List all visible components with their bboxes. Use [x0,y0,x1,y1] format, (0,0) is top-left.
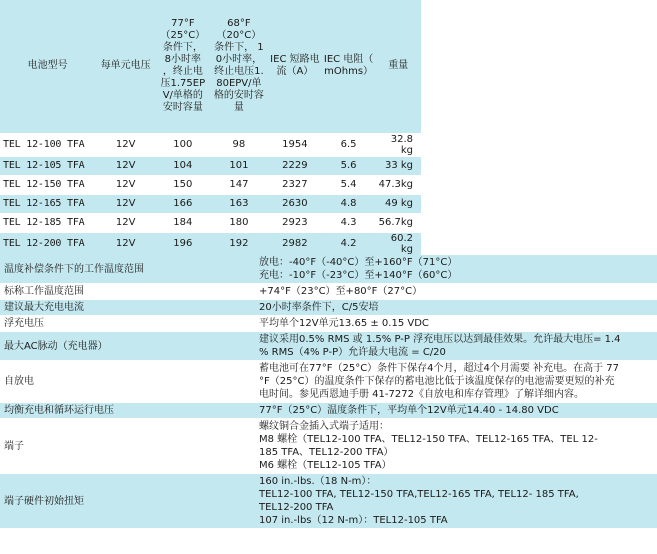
property-value-line: 185 TFA、TEL12-200 TFA） [259,447,394,458]
cell-capacity-77f: 196 [156,232,210,255]
property-label: 标称工作温度范围 [0,284,255,300]
spec-header-row [0,0,421,133]
property-value-line: 107 in.-lbs（12 N-m）：TEL12-105 TFA [259,515,448,526]
header-weight: 重量 [376,0,421,133]
cell-capacity-68f: 101 [210,156,269,175]
cell-voltage: 12V [95,156,156,175]
property-value-line: 放电：-40°F（-40°C）至+160°F（71°C） [259,257,458,268]
header-line: V/单格的 [162,90,203,102]
header-line: IEC 短路电 [270,54,320,66]
property-value [255,300,657,316]
property-value-line: 77°F（25°C）温度条件下，平均单个12V单元14.40 - 14.80 VDC [259,405,559,416]
header-line: 68°F [227,18,251,30]
property-value [255,361,657,403]
header-line: 77°F [171,18,195,30]
property-value-line: 电时间。参见西恩迪手册 41-7272《自放电和库存管理》了解详细内容。 [259,389,584,400]
header-line: mOhms） [324,66,374,78]
property-value-line: °F（25°C）的温度条件下保存的蓄电池比低于该温度保存的电池需要更短的补充 [259,376,615,387]
property-label: 均衡充电和循环运行电压 [0,403,255,419]
property-row [0,255,657,284]
property-value-line: M6 螺栓（TEL12-105 TFA） [259,460,392,471]
cell-resistance: 4.8 [322,194,376,213]
property-value-line: 160 in.-lbs.（18 N-m）： [259,476,377,487]
cell-voltage: 12V [95,232,156,255]
cell-weight: 32.8 kg [376,133,421,156]
cell-capacity-68f: 180 [210,213,269,232]
header-iec-resistance [322,0,376,133]
header-line: 压1.75EP [160,78,206,90]
spec-row [0,232,421,255]
property-label: 建议最大充电电流 [0,300,255,316]
spec-row [0,175,421,194]
cell-voltage: 12V [95,213,156,232]
cell-capacity-68f: 192 [210,232,269,255]
header-line: （25°C） [160,30,206,42]
cell-capacity-77f: 150 [156,175,210,194]
header-line: 8小时率 [164,54,202,66]
header-line: （20°C） [216,30,262,42]
header-line: 流（A） [276,66,314,78]
cell-model: TEL 12-100 TFA [0,133,95,156]
cell-voltage: 12V [95,175,156,194]
property-value [255,284,657,300]
cell-weight: 33 kg [376,156,421,175]
cell-short-circuit: 1954 [268,133,321,156]
property-label: 端子硬件初始扭矩 [0,474,255,529]
property-value-line: 蓄电池可在77°F（25°C）条件下保存4个月，超过4个月需要 补充电。在高于 77 [259,363,619,374]
cell-resistance: 4.3 [322,213,376,232]
cell-resistance: 4.2 [322,232,376,255]
header-model: 电池型号 [0,0,95,133]
header-line: 量 [233,102,244,114]
property-label: 自放电 [0,361,255,403]
spec-row [0,213,421,232]
property-value [255,332,657,361]
cell-model: TEL 12-185 TFA [0,213,95,232]
cell-capacity-77f: 184 [156,213,210,232]
property-value-line: 建议采用0.5% RMS 或 1.5% P-P 浮充电压以达到最佳效果。允许最大电压= 1.4 [259,334,621,345]
property-row [0,300,657,316]
spec-row [0,133,421,156]
property-value [255,403,657,419]
property-value-line: % RMS（4% P-P）允许最大电流 = C/20 [259,347,446,358]
cell-model: TEL 12-105 TFA [0,156,95,175]
property-row [0,316,657,332]
cell-weight: 49 kg [376,194,421,213]
cell-resistance: 5.6 [322,156,376,175]
cell-capacity-68f: 98 [210,133,269,156]
cell-model: TEL 12-150 TFA [0,175,95,194]
property-value [255,255,657,284]
property-value-line: 20小时率条件下，C/5安培 [259,302,379,313]
property-label: 端子 [0,419,255,474]
header-capacity-77f [156,0,210,133]
cell-capacity-77f: 104 [156,156,210,175]
cell-short-circuit: 2630 [268,194,321,213]
property-label: 浮充电压 [0,316,255,332]
cell-short-circuit: 2327 [268,175,321,194]
header-capacity-68f [210,0,269,133]
header-line: 0小时率， [215,54,263,66]
header-cell-voltage: 每单元电压 [95,0,156,133]
property-value-line: 充电：-10°F（-23°C）至+140°F（60°C） [259,270,458,281]
cell-weight: 60.2 kg [376,232,421,255]
header-iec-short-circuit [268,0,321,133]
property-row [0,474,657,529]
header-line: 条件下， [162,42,203,54]
spec-table-body [0,133,421,255]
cell-weight: 56.7kg [376,213,421,232]
cell-capacity-68f: 163 [210,194,269,213]
cell-model: TEL 12-165 TFA [0,194,95,213]
header-line: 终止电压1. [214,66,264,78]
cell-voltage: 12V [95,133,156,156]
battery-spec-table [0,0,421,255]
cell-weight: 47.3kg [376,175,421,194]
property-label: 最大AC脉动（充电器） [0,332,255,361]
spec-row [0,156,421,175]
cell-short-circuit: 2982 [268,232,321,255]
header-line: 80EPV/单 [216,78,262,90]
header-line: 格的安时容 [213,90,264,102]
header-line: 安时容量 [162,102,203,114]
header-line: ，终止电 [162,66,203,78]
cell-model: TEL 12-200 TFA [0,232,95,255]
cell-capacity-68f: 147 [210,175,269,194]
property-value-line: 螺纹铜合金插入式端子适用： [259,421,389,432]
cell-short-circuit: 2923 [268,213,321,232]
property-row [0,419,657,474]
header-line: IEC 电阻（ [323,54,374,66]
spec-row [0,194,421,213]
property-value [255,419,657,474]
cell-voltage: 12V [95,194,156,213]
cell-short-circuit: 2229 [268,156,321,175]
property-row [0,332,657,361]
header-line: 条件下， 1 [214,42,264,54]
property-value-line: M8 螺栓（TEL12-100 TFA、TEL12-150 TFA、TEL12-165 TFA、TEL 12- [259,434,598,445]
cell-resistance: 6.5 [322,133,376,156]
property-value [255,474,657,529]
property-value-line: 平均单个12V单元13.65 ± 0.15 VDC [259,318,429,329]
property-value-line: +74°F（23°C）至+80°F（27°C） [259,286,423,297]
cell-capacity-77f: 166 [156,194,210,213]
battery-properties-table [0,255,657,529]
property-label: 温度补偿条件下的工作温度范围 [0,255,255,284]
cell-capacity-77f: 100 [156,133,210,156]
properties-table-body [0,255,657,529]
property-value-line: TEL12-100 TFA, TEL12-150 TFA,TEL12-165 TFA, TEL12- 185 TFA, [259,489,579,500]
cell-resistance: 5.4 [322,175,376,194]
property-row [0,284,657,300]
property-value [255,316,657,332]
property-row [0,403,657,419]
property-row [0,361,657,403]
property-value-line: TEL12-200 TFA [259,502,334,513]
